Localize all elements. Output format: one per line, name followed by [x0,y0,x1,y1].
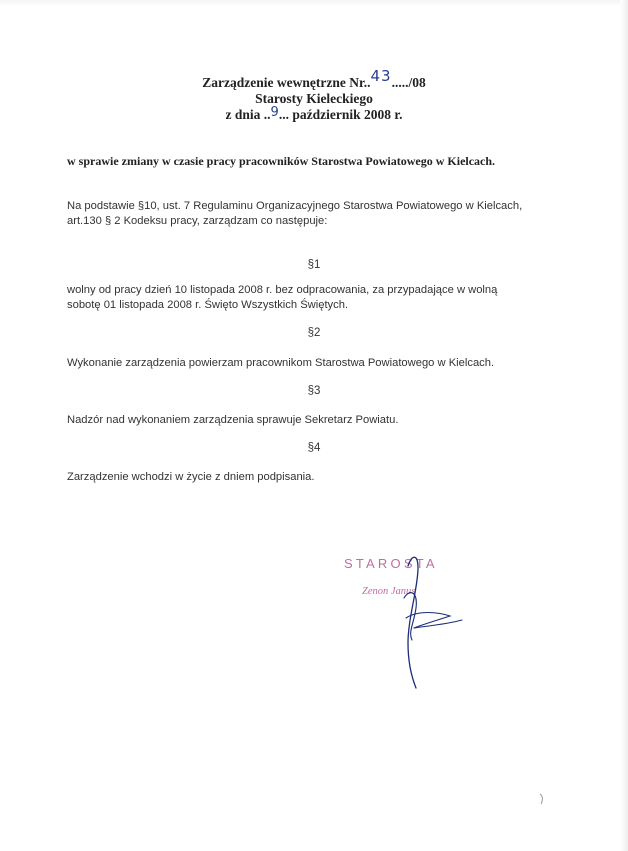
section-1-heading: §1 [307,259,321,271]
preamble-line-2: art.130 § 2 Kodeksu pracy, zarządzam co następuje: [67,215,328,227]
section-2-body [67,356,567,371]
document-header [0,67,628,124]
starosta-stamp-title: STAROSTA [344,556,438,571]
document-date: z dnia ..9... październik 2008 r. [225,105,403,122]
scan-edge-right [620,0,628,851]
handwritten-day: 9 [270,105,279,120]
section-3-body [67,413,567,428]
section-3-line-1: Nadzór nad wykonaniem zarządzenia sprawuje Sekretarz Powiatu. [67,414,399,426]
section-1-line-1: wolny od pracy dzień 10 listopada 2008 r. bez odpracowania, za przypadające w wolną [67,284,498,296]
section-4-body [67,470,567,485]
preamble [67,199,567,229]
preamble-line-1: Na podstawie §10, ust. 7 Regulaminu Organizacyjnego Starostwa Powiatowego w Kielcach, [67,200,523,212]
section-3-heading: §3 [307,385,321,397]
scan-mark [538,792,546,806]
document-title: Zarządzenie wewnętrzne Nr..43...../08 [202,67,426,90]
starosta-stamp-name: Zenon Janus [362,586,416,597]
scan-edge-top [0,0,628,6]
section-1-line-2: sobotę 01 listopada 2008 r. Święto Wszystkich Świętych. [67,299,349,311]
handwritten-signature [378,548,488,698]
section-2-line-1: Wykonanie zarządzenia powierzam pracownikom Starostwa Powiatowego w Kielcach. [67,357,495,369]
section-4-heading: §4 [307,442,321,454]
section-2-heading: §2 [307,327,321,339]
document-subject: w sprawie zmiany w czasie pracy pracowników Starostwa Powiatowego w Kielcach. [67,154,496,168]
issuing-authority: Starosty Kieleckiego [255,91,373,106]
section-1-body [67,283,567,313]
handwritten-number: 43 [370,67,392,85]
section-4-line-1: Zarządzenie wchodzi w życie z dniem podpisania. [67,471,315,483]
